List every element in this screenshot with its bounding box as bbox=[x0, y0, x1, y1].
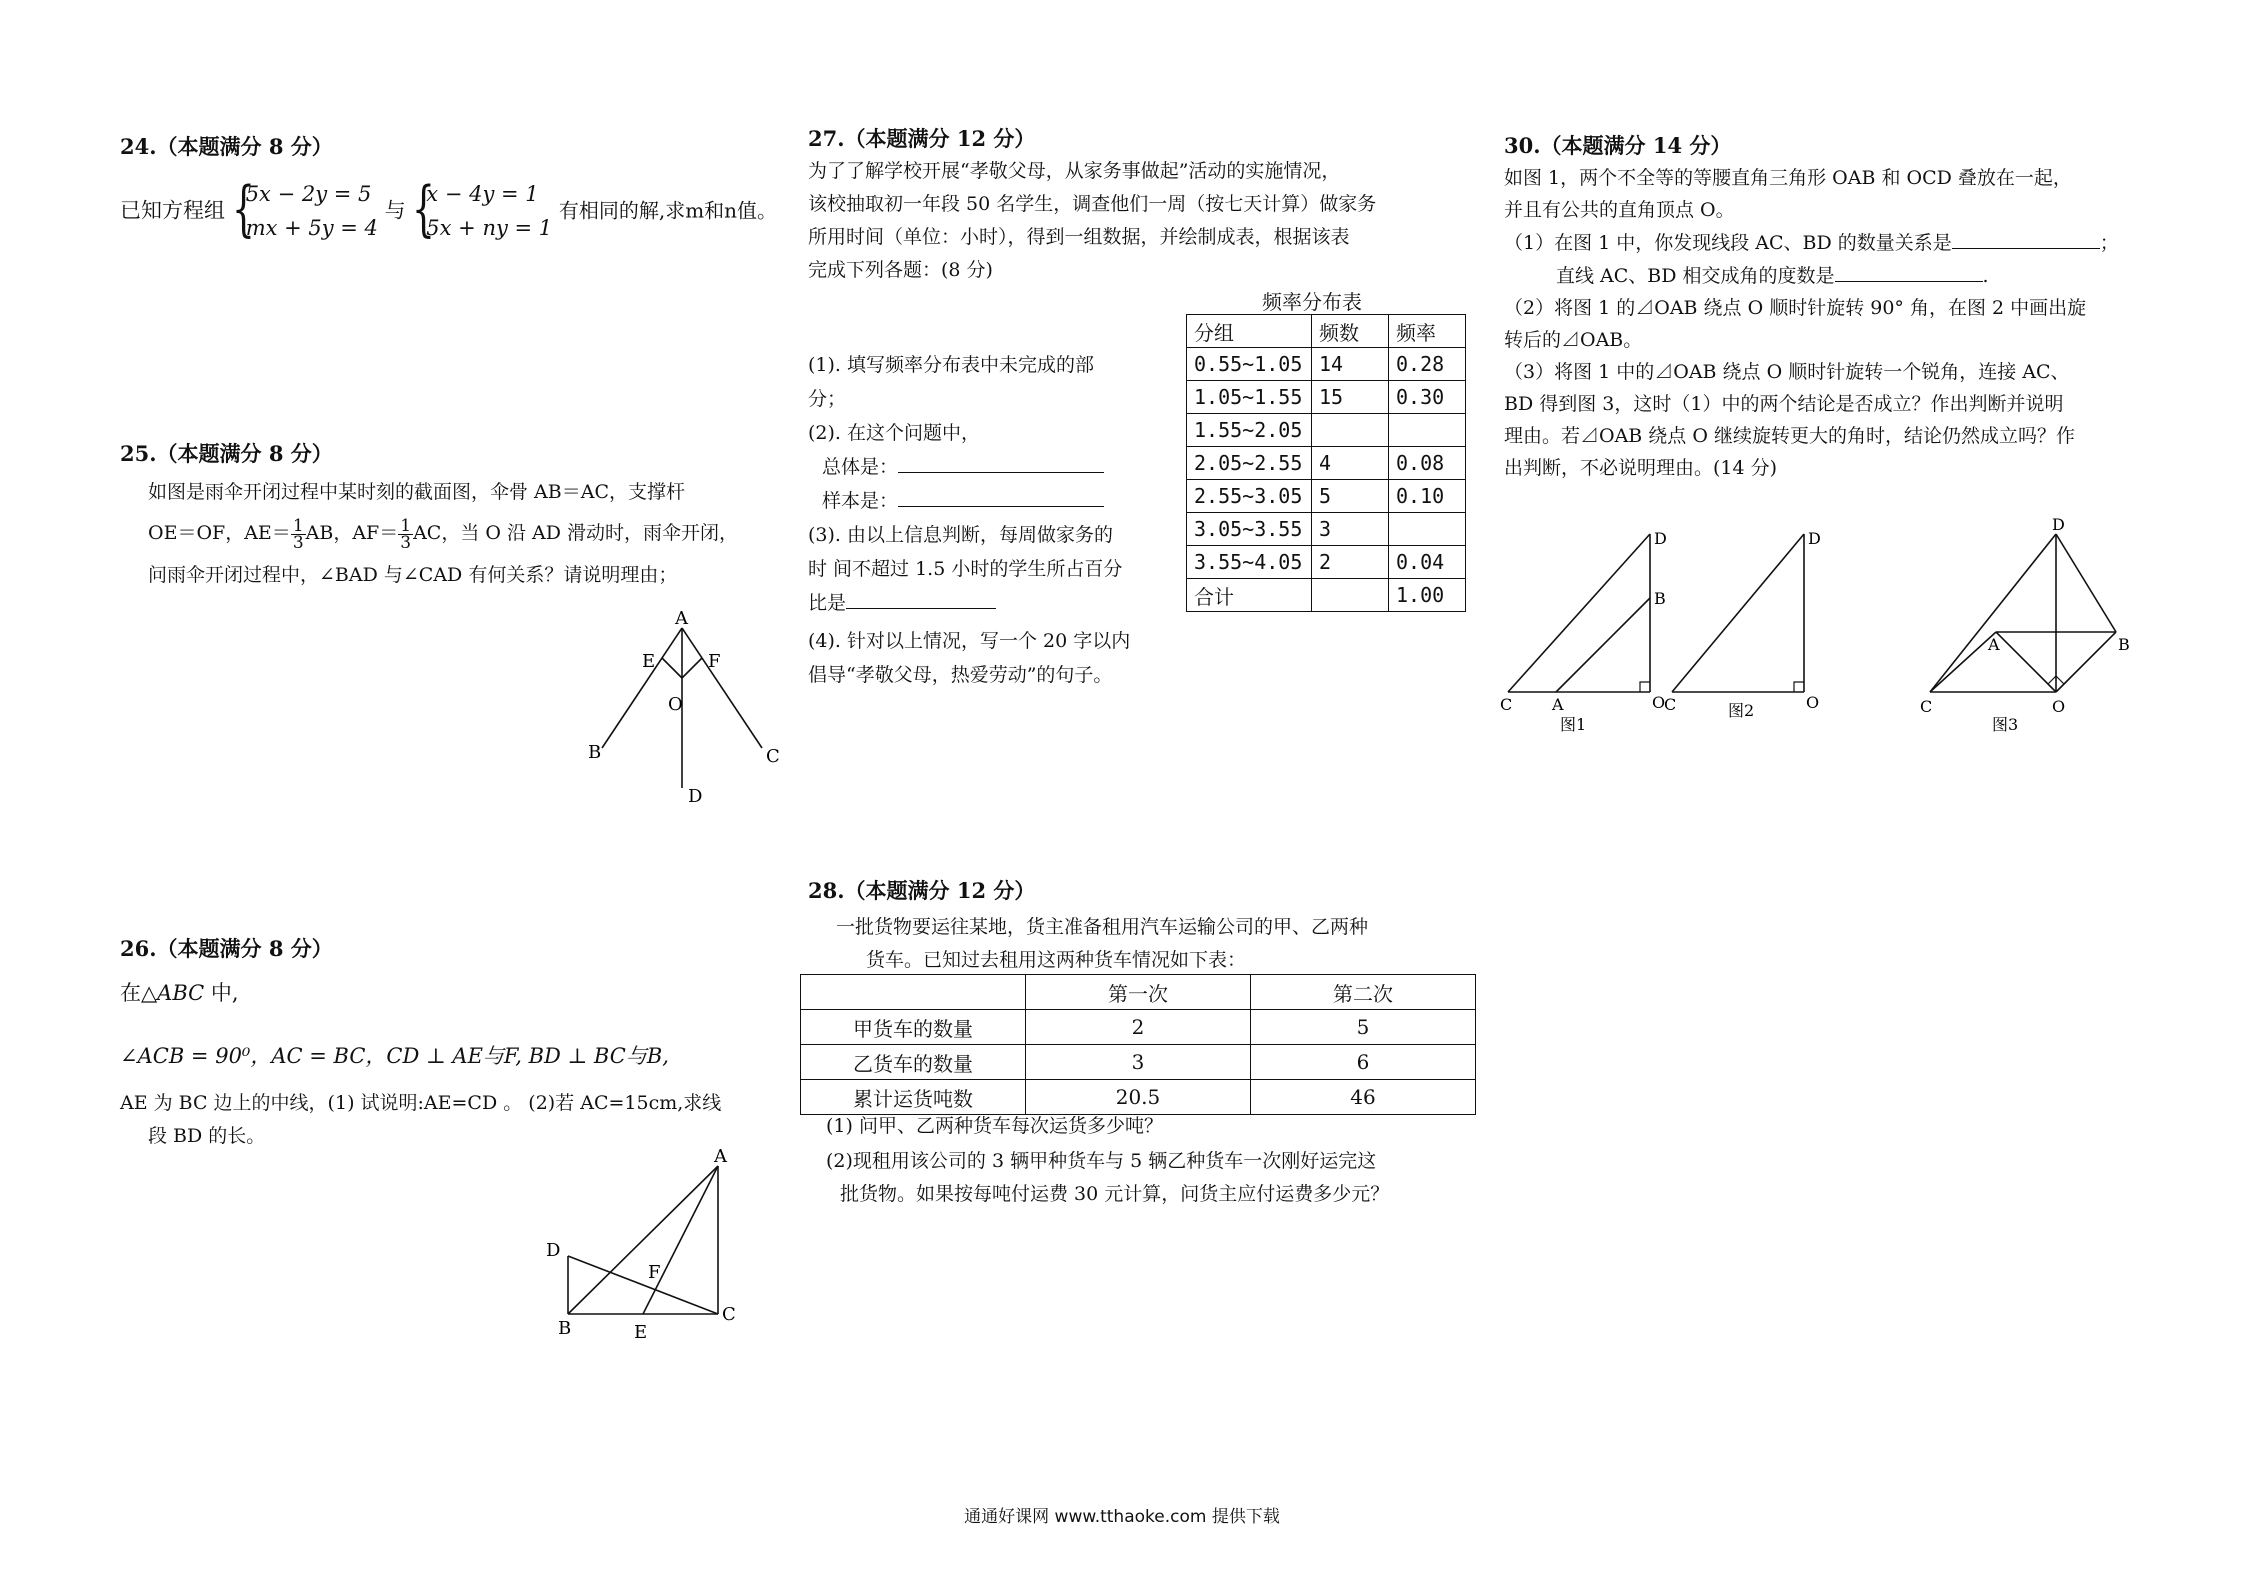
table-row bbox=[1187, 579, 1466, 612]
label-O: O bbox=[668, 694, 683, 715]
label-B: B bbox=[558, 1318, 572, 1339]
page-footer: 通通好课网 www.tthaoke.com 提供下载 bbox=[964, 1507, 1280, 1527]
label-F: F bbox=[648, 1262, 661, 1283]
q27-sample bbox=[808, 484, 1178, 518]
q24-tail: 有相同的解,求m和n值。 bbox=[558, 198, 778, 223]
table-cell: 3 bbox=[1026, 1045, 1251, 1080]
frac-den: 3 bbox=[400, 532, 412, 553]
q25-heading: 25.（本题满分 8 分） bbox=[120, 441, 333, 466]
label-C: C bbox=[1664, 695, 1677, 714]
q30-blank-relation[interactable] bbox=[1952, 226, 2100, 249]
q30-line-9: 理由。若⊿OAB 绕点 O 继续旋转更大的角时，结论仍然成立吗？作 bbox=[1504, 425, 2075, 447]
q28-rental-table bbox=[800, 974, 1476, 1115]
q24-section bbox=[120, 130, 780, 245]
q27-intro-1: 为了了解学校开展“孝敬父母，从家务事做起”活动的实施情况， bbox=[808, 160, 1341, 182]
label-C: C bbox=[722, 1304, 736, 1325]
brace-icon: { bbox=[231, 174, 255, 244]
q30-section bbox=[1504, 130, 2194, 484]
q25-section bbox=[120, 437, 780, 592]
table-cell: 2.55~3.05 bbox=[1187, 480, 1312, 513]
q30-line-5: （2）将图 1 的⊿OAB 绕点 O 顺时针旋转 90° 角，在图 2 中画出旋 bbox=[1504, 297, 2087, 319]
q28-parts bbox=[826, 1110, 1506, 1211]
header-cell: 第一次 bbox=[1026, 975, 1251, 1010]
q27-percent-label: 比是 bbox=[808, 592, 847, 614]
q27-table-caption: 频率分布表 bbox=[1262, 290, 1362, 314]
q30-line-1: 如图 1，两个不全等的等腰直角三角形 OAB 和 OCD 叠放在一起， bbox=[1504, 167, 2072, 189]
q27-sub-1: (1). 填写频率分布表中未完成的部 bbox=[808, 354, 1094, 376]
table-row bbox=[801, 1010, 1476, 1045]
table-cell: 6 bbox=[1251, 1045, 1476, 1080]
q27-intro-2: 该校抽取初一年段 50 名学生，调查他们一周（按七天计算）做家务 bbox=[808, 193, 1377, 215]
q27-percent-blank[interactable] bbox=[846, 586, 996, 609]
frac-num: 1 bbox=[292, 515, 304, 536]
q24-lead: 已知方程组 bbox=[120, 198, 225, 223]
table-cell: 0.10 bbox=[1389, 480, 1466, 513]
label-C: C bbox=[1920, 697, 1933, 716]
q27-sub-4b: 倡导“孝敬父母，热爱劳动”的句子。 bbox=[808, 664, 1113, 686]
table-cell: 2 bbox=[1312, 546, 1389, 579]
label-D: D bbox=[546, 1240, 561, 1261]
table-cell: 5 bbox=[1251, 1010, 1476, 1045]
table-cell: 1.05~1.55 bbox=[1187, 381, 1312, 414]
label-O: O bbox=[2052, 697, 2066, 716]
q24-join: 与 bbox=[384, 198, 406, 223]
q27-population bbox=[808, 450, 1178, 484]
table-cell: 3 bbox=[1312, 513, 1389, 546]
label-F: F bbox=[708, 651, 721, 672]
brace-icon: { bbox=[412, 174, 436, 244]
label-O: O bbox=[1806, 693, 1820, 712]
table-cell: 累计运货吨数 bbox=[801, 1080, 1026, 1115]
q26-line1 bbox=[120, 977, 780, 1010]
table-row bbox=[1187, 480, 1466, 513]
q26-line1a: 在△ bbox=[120, 981, 158, 1005]
table-row bbox=[1187, 381, 1466, 414]
table-row bbox=[801, 1045, 1476, 1080]
table-cell: 2 bbox=[1026, 1010, 1251, 1045]
frac-den: 3 bbox=[292, 532, 304, 553]
q25-fraction-1 bbox=[291, 515, 306, 553]
q27-subquestions bbox=[808, 348, 1178, 692]
q27-section bbox=[808, 122, 1468, 287]
q28-intro-2: 货车。已知过去租用这两种货车情况如下表： bbox=[866, 949, 1247, 971]
table-cell: 4 bbox=[1312, 447, 1389, 480]
table-cell: 乙货车的数量 bbox=[801, 1045, 1026, 1080]
q30-line-3: （1）在图 1 中，你发现线段 AC、BD 的数量关系是 ； bbox=[1504, 226, 2194, 259]
label-A: A bbox=[1988, 635, 2000, 654]
label-B: B bbox=[2118, 635, 2130, 654]
q27-sub-3: (3). 由以上信息判断，每周做家务的 bbox=[808, 524, 1113, 546]
label-B: B bbox=[588, 742, 602, 763]
q26-triangle-name: ABC bbox=[157, 981, 205, 1005]
table-cell: 3.55~4.05 bbox=[1187, 546, 1312, 579]
table-cell: 0.55~1.05 bbox=[1187, 348, 1312, 381]
label-D: D bbox=[2052, 516, 2065, 534]
q30-figure-1 bbox=[1490, 520, 1670, 740]
q30-figure-3 bbox=[1908, 516, 2138, 746]
figure-2-caption: 图2 bbox=[1728, 701, 1755, 720]
q30-figure-2 bbox=[1654, 520, 1834, 740]
q25-line2c: AC，当 O 沿 AD 滑动时，雨伞开闭， bbox=[413, 522, 739, 544]
q28-part-1: (1) 问甲、乙两种货车每次运货多少吨？ bbox=[826, 1115, 1163, 1137]
frac-num: 1 bbox=[400, 515, 412, 536]
table-row bbox=[1187, 546, 1466, 579]
table-cell[interactable] bbox=[1312, 579, 1389, 612]
label-A: A bbox=[714, 1148, 727, 1167]
q24-eq2b: 5x + ny = 1 bbox=[426, 216, 553, 240]
label-A: A bbox=[1552, 695, 1564, 714]
q27-sample-blank[interactable] bbox=[898, 484, 1104, 507]
q26-line2: ∠ACB = 90⁰，AC = BC，CD ⊥ AE与F, BD ⊥ BC与B, bbox=[120, 1044, 669, 1068]
label-E: E bbox=[634, 1322, 648, 1343]
table-cell: 2.05~2.55 bbox=[1187, 447, 1312, 480]
table-cell: 0.08 bbox=[1389, 447, 1466, 480]
label-C: C bbox=[766, 746, 780, 767]
q27-sub-3b: 时 间不超过 1.5 小时的学生所占百分 bbox=[808, 558, 1123, 580]
table-cell: 0.28 bbox=[1389, 348, 1466, 381]
table-cell: 15 bbox=[1312, 381, 1389, 414]
q30-line-4: 直线 AC、BD 相交成角的度数是 . bbox=[1504, 259, 2194, 292]
q25-line1: 如图是雨伞开闭过程中某时刻的截面图，伞骨 AB＝AC，支撑杆 bbox=[148, 481, 685, 503]
q26-triangle-figure bbox=[538, 1148, 738, 1348]
table-cell: 甲货车的数量 bbox=[801, 1010, 1026, 1045]
label-B: B bbox=[1654, 589, 1666, 608]
q26-line4: 段 BD 的长。 bbox=[148, 1125, 266, 1147]
table-row bbox=[1187, 414, 1466, 447]
q26-line1c: 中, bbox=[204, 981, 239, 1005]
q30-blank-angle[interactable] bbox=[1835, 259, 1983, 282]
table-row bbox=[1187, 447, 1466, 480]
q26-heading: 26.（本题满分 8 分） bbox=[120, 936, 333, 961]
table-cell: 0.04 bbox=[1389, 546, 1466, 579]
table-cell[interactable] bbox=[1312, 414, 1389, 447]
q24-body bbox=[120, 174, 780, 245]
table-cell: 3.05~3.55 bbox=[1187, 513, 1312, 546]
label-E: E bbox=[642, 651, 656, 672]
q28-heading: 28.（本题满分 12 分） bbox=[808, 878, 1036, 903]
table-cell: 14 bbox=[1312, 348, 1389, 381]
q25-umbrella-figure bbox=[580, 610, 780, 810]
q26-section bbox=[120, 932, 780, 1153]
q25-line3: 问雨伞开闭过程中，∠BAD 与∠CAD 有何关系？请说明理由； bbox=[148, 563, 678, 586]
figure-3-caption: 图3 bbox=[1992, 715, 2019, 734]
q27-population-label: 总体是： bbox=[822, 456, 899, 478]
table-cell[interactable] bbox=[1389, 414, 1466, 447]
q24-eq1a: 5x − 2y = 5 bbox=[245, 182, 372, 206]
header-cell: 第二次 bbox=[1251, 975, 1476, 1010]
q25-line2 bbox=[120, 517, 780, 551]
table-header-row bbox=[1187, 315, 1466, 348]
table-row bbox=[1187, 513, 1466, 546]
q25-line2a: OE＝OF，AE＝ bbox=[148, 522, 291, 544]
table-header-row bbox=[801, 975, 1476, 1010]
q28-intro-1: 一批货物要运往某地，货主准备租用汽车运输公司的甲、乙两种 bbox=[836, 916, 1369, 938]
q24-heading: 24.（本题满分 8 分） bbox=[120, 134, 333, 159]
q24-eq2a: x − 4y = 1 bbox=[426, 182, 539, 206]
table-cell: 0.30 bbox=[1389, 381, 1466, 414]
q24-system-2 bbox=[412, 174, 553, 245]
q27-sample-label: 样本是： bbox=[822, 490, 899, 512]
q27-frequency-table bbox=[1186, 314, 1466, 612]
q27-sub-1b: 分； bbox=[808, 388, 847, 410]
q28-part-2a: (2)现租用该公司的 3 辆甲种货车与 5 辆乙种货车一次刚好运完这 bbox=[826, 1150, 1377, 1172]
q30-heading: 30.（本题满分 14 分） bbox=[1504, 133, 1732, 158]
q30-line-4-text: 直线 AC、BD 相交成角的度数是 bbox=[1556, 265, 1835, 287]
table-cell: 合计 bbox=[1187, 579, 1312, 612]
label-D: D bbox=[1654, 529, 1667, 548]
q27-population-blank[interactable] bbox=[898, 450, 1104, 473]
q27-heading: 27.（本题满分 12 分） bbox=[808, 126, 1036, 151]
q25-line2b: AB，AF＝ bbox=[305, 522, 399, 544]
q30-line-6: 转后的⊿OAB。 bbox=[1504, 329, 1643, 351]
q28-section bbox=[808, 874, 1488, 977]
table-cell[interactable] bbox=[1389, 513, 1466, 546]
q24-system-1 bbox=[231, 174, 378, 245]
q24-eq1b: mx + 5y = 4 bbox=[245, 216, 378, 240]
table-cell: 46 bbox=[1251, 1080, 1476, 1115]
table-cell: 5 bbox=[1312, 480, 1389, 513]
table-cell: 1.55~2.05 bbox=[1187, 414, 1312, 447]
q30-line-3-text: （1）在图 1 中，你发现线段 AC、BD 的数量关系是 bbox=[1504, 232, 1952, 254]
table-row bbox=[1187, 348, 1466, 381]
q30-line-7: （3）将图 1 中的⊿OAB 绕点 O 顺时针旋转一个锐角，连接 AC、 bbox=[1504, 361, 2070, 383]
table-cell: 20.5 bbox=[1026, 1080, 1251, 1115]
label-D: D bbox=[1808, 529, 1821, 548]
header-cell: 分组 bbox=[1187, 315, 1312, 348]
table-cell: 1.00 bbox=[1389, 579, 1466, 612]
q27-intro-4: 完成下列各题：(8 分) bbox=[808, 259, 993, 281]
q25-fraction-2 bbox=[398, 515, 413, 553]
q30-line-10: 出判断，不必说明理由。(14 分) bbox=[1504, 457, 1778, 479]
label-D: D bbox=[688, 786, 703, 807]
label-O: O bbox=[1652, 693, 1666, 712]
q27-intro-3: 所用时间（单位：小时），得到一组数据，并绘制成表，根据该表 bbox=[808, 226, 1350, 248]
q26-line3: AE 为 BC 边上的中线，(1) 试说明:AE=CD 。 (2)若 AC=15cm,求线 bbox=[120, 1092, 722, 1114]
label-C: C bbox=[1500, 695, 1513, 714]
q28-part-2b: 批货物。如果按每吨付运费 30 元计算，问货主应付运费多少元？ bbox=[840, 1183, 1390, 1205]
q30-line-8: BD 得到图 3，这时（1）中的两个结论是否成立？作出判断并说明 bbox=[1504, 393, 2064, 415]
label-A: A bbox=[675, 610, 688, 629]
header-cell: 频率 bbox=[1389, 315, 1466, 348]
q27-sub-4: (4). 针对以上情况，写一个 20 字以内 bbox=[808, 630, 1131, 652]
q27-percent bbox=[808, 586, 1178, 620]
header-cell: 频数 bbox=[1312, 315, 1389, 348]
q27-sub-2: (2). 在这个问题中， bbox=[808, 422, 980, 444]
header-cell bbox=[801, 975, 1026, 1010]
figure-1-caption: 图1 bbox=[1560, 715, 1587, 734]
q30-line-2: 并且有公共的直角顶点 O。 bbox=[1504, 199, 1735, 221]
